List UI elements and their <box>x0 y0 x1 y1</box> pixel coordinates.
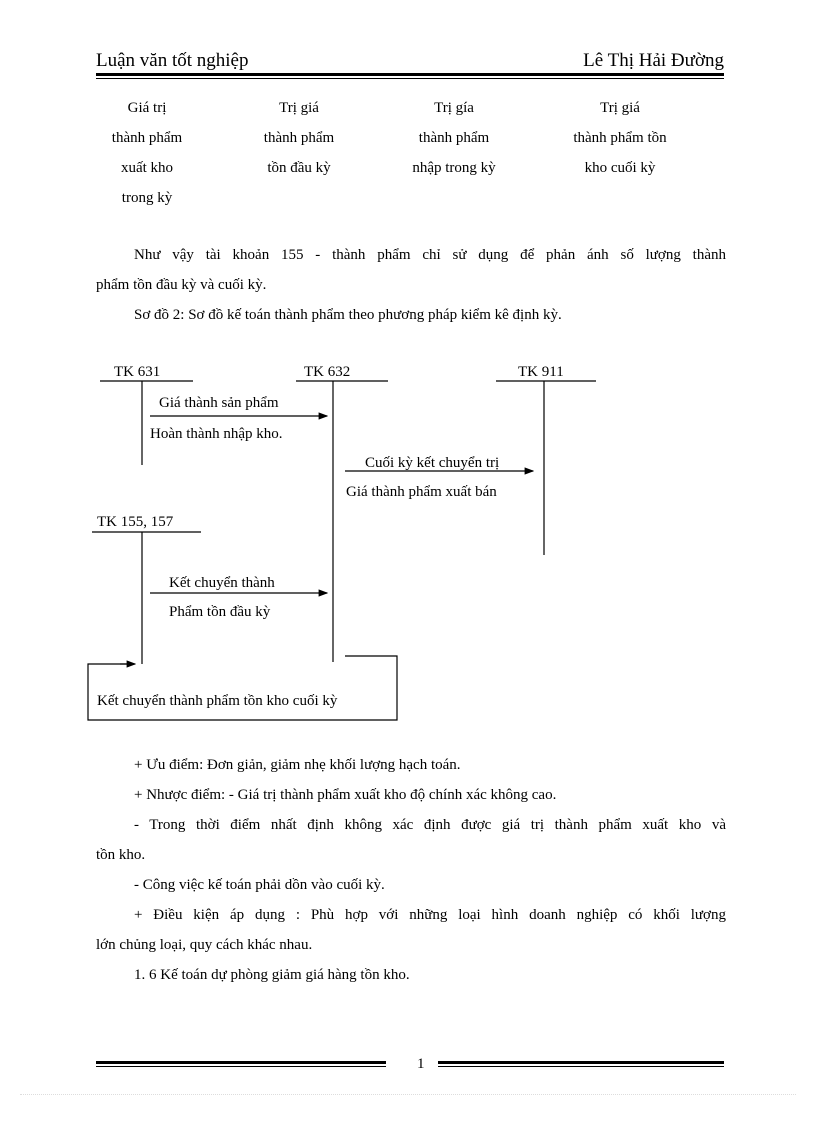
formula-col-3-line-1: Trị gía <box>434 100 474 116</box>
header-right: Lê Thị Hải Đường <box>583 50 724 71</box>
formula-col-2-line-1: Trị giá <box>279 100 319 116</box>
arrow2-label-line-1: Cuối kỳ kết chuyển trị <box>365 455 500 471</box>
intro-line-2: phẩm tồn đầu kỳ và cuối kỳ. <box>96 277 267 293</box>
formula-col-3-line-2: thành phẩm <box>418 130 490 146</box>
diagram-caption: Sơ đồ 2: Sơ đồ kế toán thành phẩm theo phương pháp kiểm kê định kỳ. <box>134 307 562 323</box>
arrow3-label-line-2: Phẩm tồn đầu kỳ <box>169 604 271 620</box>
formula-col-4-line-3: kho cuối kỳ <box>584 160 656 176</box>
arrow1-label-line-1: Giá thành sản phẩm <box>159 395 279 411</box>
p3-line-1: - Trong thời điểm nhất định không xác định được giá trị thành phẩm xuất kho và <box>134 817 726 833</box>
arrow1-label-line-2: Hoàn thành nhập kho. <box>150 426 283 442</box>
tk632-label: TK 632 <box>304 364 351 380</box>
formula-col-3-line-3: nhập trong kỳ <box>412 160 496 176</box>
arrow-632-to-155-loop <box>88 656 397 720</box>
formula-col-1-line-3: xuất kho <box>120 160 174 176</box>
formula-col-1-line-4: trong kỳ <box>121 190 173 206</box>
tk631-label: TK 631 <box>114 364 161 380</box>
page-bottom-dotted-rule <box>20 1094 796 1095</box>
tk155-label: TK 155, 157 <box>97 514 174 530</box>
section-heading-1-6: 1. 6 Kế toán dự phòng giảm giá hàng tồn kho. <box>134 967 410 983</box>
p4-line: - Công việc kế toán phải dồn vào cuối kỳ. <box>134 877 385 893</box>
formula-col-4-line-2: thành phẩm tồn <box>573 130 667 146</box>
arrow2-label-line-2: Giá thành phẩm xuất bán <box>346 484 497 500</box>
footer-rule-right-thick <box>438 1061 724 1064</box>
header-left: Luận văn tốt nghiệp <box>96 50 249 71</box>
intro-line-1: Như vậy tài khoản 155 - thành phẩm chỉ sử dụng để phản ánh số lượng thành <box>134 247 726 263</box>
footer-rule-left-thin <box>96 1066 386 1067</box>
disadvantage-line: + Nhược điểm: - Giá trị thành phẩm xuất kho độ chính xác không cao. <box>134 787 557 803</box>
footer-rule-left-thick <box>96 1061 386 1064</box>
page-number: 1 <box>417 1056 425 1072</box>
p5-line-1: + Điều kiện áp dụng : Phù hợp với những loại hình doanh nghiệp có khối lượng <box>134 907 726 923</box>
formula-col-1-line-1: Giá trị <box>127 100 167 116</box>
formula-col-4-line-1: Trị giá <box>600 100 640 116</box>
p3-line-2: tồn kho. <box>96 847 146 863</box>
footer-rule-right-thin <box>438 1066 724 1067</box>
p5-line-2: lớn chủng loại, quy cách khác nhau. <box>96 937 313 953</box>
advantage-line: + Ưu điểm: Đơn giản, giảm nhẹ khối lượng hạch toán. <box>134 757 461 773</box>
tk911-label: TK 911 <box>518 364 564 380</box>
loop-label: Kết chuyển thành phẩm tồn kho cuối kỳ <box>97 693 338 709</box>
arrow3-label-line-1: Kết chuyển thành <box>169 575 275 591</box>
formula-col-1-line-2: thành phẩm <box>111 130 183 146</box>
formula-col-2-line-3: tồn đầu kỳ <box>267 160 331 176</box>
formula-col-2-line-2: thành phẩm <box>263 130 335 146</box>
